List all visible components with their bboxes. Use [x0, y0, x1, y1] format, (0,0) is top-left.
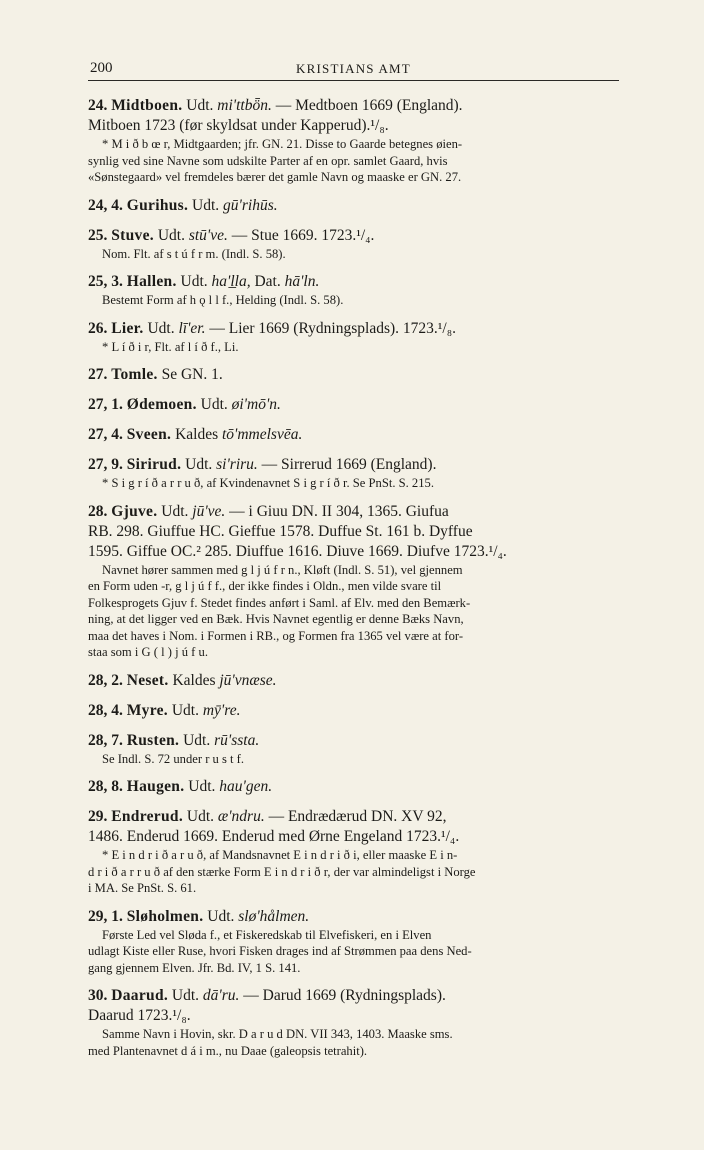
pronunciation: stū've.	[188, 226, 228, 244]
entry-text: Mitboen 1723 (før skyldsat under Kapperud).¹/₈.	[88, 117, 389, 134]
entry-number: 24, 4.	[88, 196, 123, 214]
entry-note-line: udlagt Kiste eller Ruse, hvori Fisken drages ind af Strømmen paa dens Ned-	[88, 944, 472, 958]
entry-number: 28, 2.	[88, 671, 123, 689]
entry-continuation-line	[88, 542, 621, 562]
entry-note-line: Folkesprogets Gjuv f. Stedet findes anført i Saml. af Elv. med den Bemærk-	[88, 595, 471, 610]
place-entry	[88, 986, 621, 1059]
entry-label: Udt.	[171, 701, 199, 719]
entry-heading-line	[88, 319, 621, 339]
entry-name: Endrerud.	[111, 808, 184, 825]
entry-heading-line	[88, 365, 621, 385]
entry-label: Se GN. 1.	[161, 366, 223, 383]
entry-note-line: «Sønstegaard» vel fremdeles bærer det gamle Navn og maaske er GN. 27.	[88, 170, 462, 184]
pronunciation: ha'l̲la,	[211, 273, 251, 290]
entry-number: 30.	[88, 987, 108, 1004]
place-entry	[88, 319, 621, 356]
entry-name: Sirirud.	[126, 456, 182, 473]
pronunciation: hā'ln.	[284, 273, 320, 290]
place-entry	[88, 907, 621, 977]
entry-name: Sveen.	[126, 426, 172, 443]
entry-heading-line	[88, 425, 621, 445]
entry-heading-line	[88, 907, 621, 927]
entry-continuation-line	[88, 116, 621, 136]
place-entry	[88, 502, 621, 661]
entry-note-line: d r i ð a r r u ð af den stærke Form E i n d r i ð r, der var almindeligst i Norge	[88, 864, 476, 879]
entry-note-line: ning, at det ligger ved en Bæk. Hvis Navnet egentlig er denne Bæks Navn,	[88, 612, 464, 626]
pronunciation: hau'gen.	[219, 778, 273, 795]
entry-name: Sløholmen.	[126, 907, 204, 925]
entry-name: Neset.	[126, 671, 169, 689]
entry-label: Udt.	[200, 396, 228, 413]
entry-continuation-line	[88, 522, 621, 542]
entry-history: — Sirrerud 1669 (England).	[261, 456, 437, 473]
page-body	[88, 96, 621, 1069]
entry-heading-line	[88, 272, 621, 292]
entry-note-line: Første Led vel Sløda f., et Fiskeredskab til Elvefiskeri, en i Elven	[102, 927, 432, 942]
entry-name: Lier.	[111, 319, 144, 337]
entry-text: RB. 298. Giuffue HC. Gieffue 1578. Duffue St. 161 b. Dyffue	[88, 522, 473, 540]
pronunciation: rū'ssta.	[214, 731, 260, 749]
entry-note-line: * L í ð i r, Flt. af l í ð f., Li.	[102, 339, 239, 354]
entry-name: Daarud.	[111, 987, 169, 1004]
entry-note-line: Se Indl. S. 72 under r u s t f.	[102, 751, 245, 766]
entry-number: 27, 9.	[88, 456, 123, 473]
entry-label: Udt.	[186, 808, 215, 825]
entry-label: Udt.	[207, 907, 235, 925]
place-entry	[88, 425, 621, 445]
pronunciation: lī'er.	[178, 319, 206, 337]
pronunciation: si'riru.	[216, 456, 258, 473]
entry-note-line: synlig ved sine Navne som udskilte Parter af en opr. samlet Gaard, hvis	[88, 153, 448, 168]
pronunciation: jū'vnæse.	[219, 671, 277, 689]
place-entry	[88, 226, 621, 263]
entry-note-line: en Form uden -r, g l j ú f f., der ikke findes i Oldn., men vilde svare til	[88, 579, 442, 593]
entry-name: Midtboen.	[111, 97, 183, 114]
place-entry	[88, 272, 621, 309]
entry-label: Udt.	[161, 502, 189, 520]
pronunciation: øi'mō'n.	[231, 396, 281, 413]
entry-label: Kaldes	[175, 426, 219, 443]
entry-number: 27, 1.	[88, 396, 123, 413]
page-number: 200	[90, 60, 113, 76]
entry-number: 28, 4.	[88, 701, 123, 719]
entry-name: Rusten.	[126, 731, 180, 749]
entry-name: Gjuve.	[111, 502, 158, 520]
pronunciation: tō'mmelsvēa.	[221, 426, 303, 443]
entry-name: Tomle.	[111, 366, 158, 383]
place-entry	[88, 196, 621, 216]
place-entry	[88, 701, 621, 721]
entry-label: Udt.	[185, 456, 213, 473]
place-entry	[88, 807, 621, 897]
entry-label: Udt.	[188, 778, 216, 795]
entry-text: 1486. Enderud 1669. Enderud med Ørne Engeland 1723.¹/₄.	[88, 828, 460, 845]
entry-note-line: Samme Navn i Hovin, skr. D a r u d DN. VII 343, 1403. Maaske sms.	[102, 1027, 453, 1041]
place-entry	[88, 777, 621, 797]
entry-heading-line	[88, 196, 621, 216]
entry-history: — Medtboen 1669 (England).	[275, 97, 463, 114]
pronunciation: æ'ndru.	[217, 808, 265, 825]
entry-heading-line	[88, 671, 621, 691]
entry-history: — Endrædærud DN. XV 92,	[268, 808, 447, 825]
place-entry	[88, 731, 621, 768]
entry-heading-line	[88, 807, 621, 827]
entry-label: Dat.	[254, 273, 281, 290]
entry-label: Udt.	[171, 987, 200, 1004]
entry-history: — Stue 1669. 1723.¹/₄.	[231, 226, 375, 244]
entry-note-line: * M i ð b œ r, Midtgaarden; jfr. GN. 21. Disse to Gaarde betegnes øien-	[102, 137, 463, 151]
entry-text: 1595. Giffue OC.² 285. Diuffue 1616. Diuve 1669. Diufve 1723.¹/₄.	[88, 542, 507, 560]
entry-number: 27.	[88, 366, 108, 383]
place-entry	[88, 455, 621, 492]
entry-heading-line	[88, 226, 621, 246]
entry-label: Udt.	[180, 273, 208, 290]
entry-note-line: staa som i G ( l ) j ú f u.	[88, 645, 208, 659]
entry-number: 28, 8.	[88, 778, 123, 795]
entry-note-line: maa det haves i Nom. i Formen i RB., og Formen fra 1365 vel være at for-	[88, 628, 464, 643]
entry-note-line: * S i g r í ð a r r u ð, af Kvindenavnet S i g r í ð r. Se PnSt. S. 215.	[102, 476, 434, 490]
entry-note-line: gang gjennem Elven. Jfr. Bd. IV, 1 S. 141.	[88, 960, 301, 975]
pronunciation: gū'rihūs.	[223, 196, 278, 214]
entry-name: Hallen.	[126, 273, 177, 290]
pronunciation: mȳ're.	[202, 701, 241, 719]
entry-label: Udt.	[186, 97, 214, 114]
entry-continuation-line	[88, 827, 621, 847]
place-entry	[88, 96, 621, 186]
pronunciation: dā'ru.	[202, 987, 240, 1004]
place-entry	[88, 671, 621, 691]
entry-note-line: med Plantenavnet d á i m., nu Daae (galeopsis tetrahit).	[88, 1043, 368, 1058]
entry-number: 25, 3.	[88, 273, 123, 290]
entry-heading-line	[88, 777, 621, 797]
entry-note-line: i MA. Se PnSt. S. 61.	[88, 881, 197, 895]
entry-note-line: Navnet hører sammen med g l j ú f r n., Kløft (Indl. S. 51), vel gjennem	[102, 562, 463, 577]
page-header	[88, 58, 619, 81]
entry-heading-line	[88, 731, 621, 751]
place-entry	[88, 365, 621, 385]
entry-heading-line	[88, 395, 621, 415]
pronunciation: slø'hålmen.	[238, 907, 310, 925]
entry-number: 26.	[88, 319, 108, 337]
entry-number: 29, 1.	[88, 907, 123, 925]
entry-text: Daarud 1723.¹/₈.	[88, 1007, 191, 1024]
entry-number: 29.	[88, 808, 108, 825]
entry-heading-line	[88, 455, 621, 475]
entry-number: 28, 7.	[88, 731, 123, 749]
entry-history: — i Giuu DN. II 304, 1365. Giufua	[229, 502, 449, 520]
entry-continuation-line	[88, 1006, 621, 1026]
entry-note-line: Bestemt Form af h ǫ l l f., Helding (Indl. S. 58).	[102, 293, 344, 307]
entry-name: Myre.	[126, 701, 168, 719]
entry-heading-line	[88, 986, 621, 1006]
entry-heading-line	[88, 502, 621, 522]
pronunciation: mi'ttbȫn.	[217, 97, 272, 114]
entry-name: Stuve.	[111, 226, 154, 244]
entry-name: Gurihus.	[126, 196, 189, 214]
entry-history: — Darud 1669 (Rydningsplads).	[243, 987, 446, 1004]
entry-label: Udt.	[183, 731, 211, 749]
entry-name: Haugen.	[126, 778, 185, 795]
entry-note-line: Nom. Flt. af s t ú f r m. (Indl. S. 58).	[102, 246, 286, 261]
running-title: KRISTIANS AMT	[296, 61, 411, 76]
entry-heading-line	[88, 96, 621, 116]
entry-label: Udt.	[157, 226, 185, 244]
pronunciation: jū've.	[192, 502, 226, 520]
entry-label: Kaldes	[172, 671, 216, 689]
entry-note-line: * E i n d r i ð a r u ð, af Mandsnavnet E i n d r i ð i, eller maaske E i n-	[102, 848, 458, 862]
entry-history: — Lier 1669 (Rydningsplads). 1723.¹/₈.	[209, 319, 457, 337]
entry-number: 28.	[88, 502, 108, 520]
place-entry	[88, 395, 621, 415]
entry-number: 27, 4.	[88, 426, 123, 443]
entry-number: 25.	[88, 226, 108, 244]
entry-number: 24.	[88, 97, 108, 114]
entry-name: Ødemoen.	[126, 396, 197, 413]
entry-label: Udt.	[147, 319, 175, 337]
entry-label: Udt.	[192, 196, 220, 214]
entry-heading-line	[88, 701, 621, 721]
